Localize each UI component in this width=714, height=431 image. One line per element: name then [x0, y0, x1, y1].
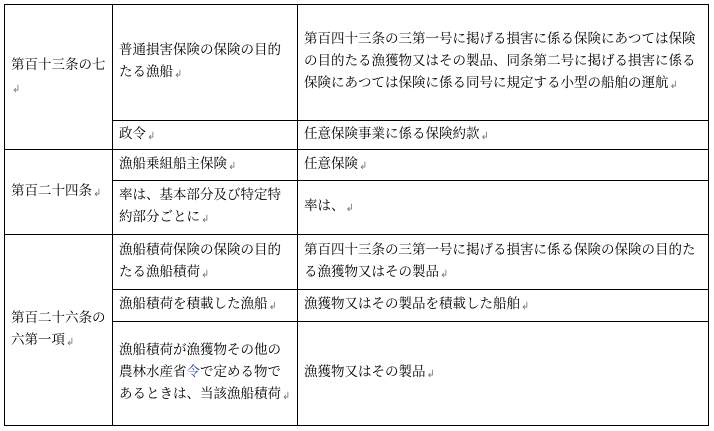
original-text-cell: [113, 181, 298, 235]
paragraph-mark-icon: ↲: [93, 187, 102, 199]
paragraph-mark-icon: ↲: [521, 301, 530, 312]
paragraph-mark-icon: ↲: [345, 203, 354, 214]
paragraph-mark-icon: ↲: [201, 214, 210, 225]
original-text: 漁船乗組船主保険: [119, 155, 227, 172]
replacement-text: 任意保険事業に係る保険約款: [304, 125, 480, 142]
replacement-text: 率は、: [304, 198, 345, 214]
original-text: で定める物であるときは、当該漁船積荷: [119, 364, 281, 402]
table-row: [5, 235, 709, 290]
paragraph-mark-icon: ↲: [201, 268, 210, 280]
original-text-cell: [113, 121, 298, 150]
paragraph-mark-icon: ↲: [669, 80, 678, 91]
original-text: 漁船積荷を積載した漁船: [119, 296, 268, 312]
provision-table: [4, 4, 709, 426]
paragraph-mark-icon: ↲: [66, 336, 75, 348]
paragraph-mark-icon: ↲: [426, 369, 435, 380]
paragraph-mark-icon: ↲: [228, 160, 237, 172]
paragraph-mark-icon: ↲: [268, 301, 277, 312]
article-cell: [5, 235, 113, 426]
highlighted-text: 令: [186, 364, 200, 380]
replacement-text: 任意保険: [304, 155, 358, 172]
article-cell: [5, 150, 113, 235]
table-row: [5, 5, 709, 121]
original-text: 政令: [119, 125, 146, 142]
article-text: 第百二十六条の六第一項: [11, 309, 106, 348]
article-text: 第百十三条の七: [11, 56, 106, 73]
replacement-text-cell: [298, 181, 709, 235]
paragraph-mark-icon: ↲: [440, 268, 449, 280]
replacement-text: 漁獲物又はその製品を積載した船舶: [304, 296, 520, 312]
paragraph-mark-icon: ↲: [480, 130, 489, 142]
paragraph-mark-icon: ↲: [147, 130, 156, 142]
replacement-text: 漁獲物又はその製品: [304, 364, 426, 380]
article-cell: [5, 5, 113, 150]
paragraph-mark-icon: ↲: [174, 69, 183, 80]
article-text: 第百二十四条: [11, 182, 92, 199]
table-row: [5, 150, 709, 181]
replacement-text: 第百四十三条の三第一号に掲げる損害に係る保険の保険の目的たる漁獲物又はその製品: [304, 241, 696, 280]
original-text-cell: [113, 235, 298, 290]
original-text-cell: [113, 290, 298, 322]
paragraph-mark-icon: ↲: [12, 83, 21, 95]
replacement-text-cell: [298, 322, 709, 426]
replacement-text-cell: [298, 235, 709, 290]
replacement-text-cell: [298, 150, 709, 181]
original-text-cell: [113, 5, 298, 121]
replacement-text-cell: [298, 121, 709, 150]
replacement-text: 第百四十三条の三第一号に掲げる損害に係る保険にあつては保険の目的たる漁獲物又はその製品、同条第二号に掲げる損害に係る保険にあつては保険に係る同号に規定する小型の船舶の運航: [304, 31, 696, 91]
paragraph-mark-icon: ↲: [359, 160, 368, 172]
original-text: 普通損害保険の保険の目的たる漁船: [119, 42, 281, 80]
original-text: 漁船積荷が漁獲物その他の農林水産省: [119, 342, 281, 380]
paragraph-mark-icon: ↲: [282, 391, 291, 402]
original-text: 率は、基本部分及び特定特約部分ごとに: [119, 187, 281, 225]
replacement-text-cell: [298, 5, 709, 121]
original-text: 漁船積荷保険の保険の目的たる漁船積荷: [119, 241, 281, 280]
replacement-text-cell: [298, 290, 709, 322]
original-text-cell: [113, 150, 298, 181]
original-text-cell: [113, 322, 298, 426]
